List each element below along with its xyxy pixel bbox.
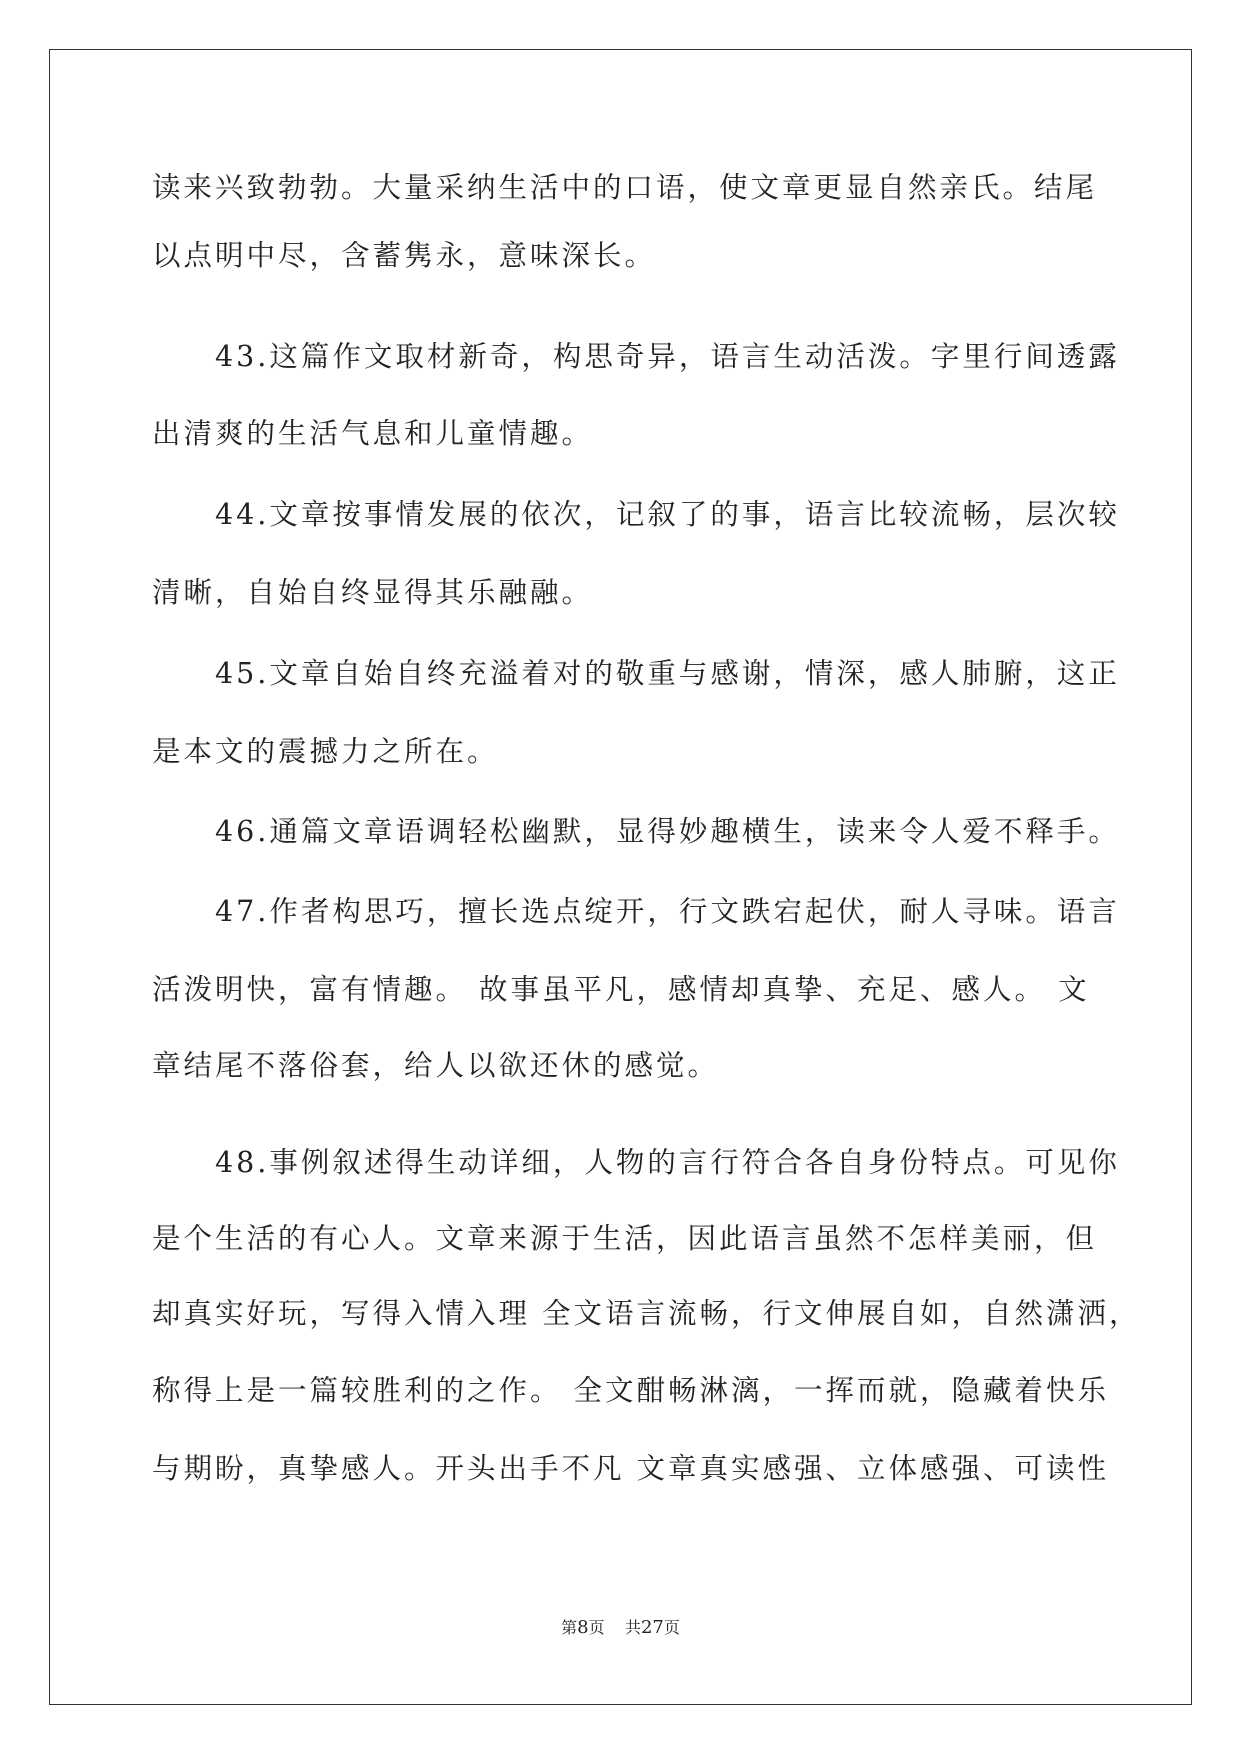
body-line: 出清爽的生活气息和儿童情趣。 [152, 417, 594, 450]
body-line: 却真实好玩，写得入情入理 全文语言流畅，行文伸展自如，自然潇洒， [152, 1297, 1141, 1330]
body-line: 读来兴致勃勃。大量采纳生活中的口语，使文章更显自然亲氏。结尾 [152, 171, 1098, 204]
body-line: 章结尾不落俗套，给人以欲还休的感觉。 [152, 1049, 720, 1082]
page-footer [0, 1615, 1241, 1638]
body-line: 是本文的震撼力之所在。 [152, 735, 499, 768]
body-line: 46.通篇文章语调轻松幽默，显得妙趣横生，读来令人爱不释手。 [152, 815, 1120, 848]
body-line: 47.作者构思巧，擅长选点绽开，行文跌宕起伏，耐人寻味。语言 [152, 895, 1120, 928]
total-page-count: 27 [640, 1617, 664, 1638]
body-line: 称得上是一篇较胜利的之作。 全文酣畅淋漓，一挥而就，隐藏着快乐 [152, 1374, 1110, 1407]
body-line: 以点明中尽，含蓄隽永，意味深长。 [152, 239, 657, 272]
footer-total-prefix: 共 [624, 1618, 641, 1637]
body-line: 是个生活的有心人。文章来源于生活，因此语言虽然不怎样美丽，但 [152, 1222, 1098, 1255]
body-line: 与期盼，真挚感人。开头出手不凡 文章真实感强、立体感强、可读性 [152, 1452, 1110, 1485]
body-line: 43.这篇作文取材新奇，构思奇异，语言生动活泼。字里行间透露 [152, 340, 1120, 373]
footer-page-suffix: 页 [588, 1618, 605, 1637]
body-line: 活泼明快，富有情趣。 故事虽平凡，感情却真挚、充足、感人。 文 [152, 973, 1090, 1006]
current-page-number: 8 [577, 1617, 589, 1638]
footer-total-suffix: 页 [663, 1618, 680, 1637]
footer-prefix: 第 [561, 1618, 578, 1637]
body-line: 44.文章按事情发展的依次，记叙了的事，语言比较流畅，层次较 [152, 498, 1120, 531]
body-line: 45.文章自始自终充溢着对的敬重与感谢，情深，感人肺腑，这正 [152, 657, 1120, 690]
body-line: 48.事例叙述得生动详细，人物的言行符合各自身份特点。可见你 [152, 1146, 1120, 1179]
body-line: 清晰，自始自终显得其乐融融。 [152, 576, 594, 609]
